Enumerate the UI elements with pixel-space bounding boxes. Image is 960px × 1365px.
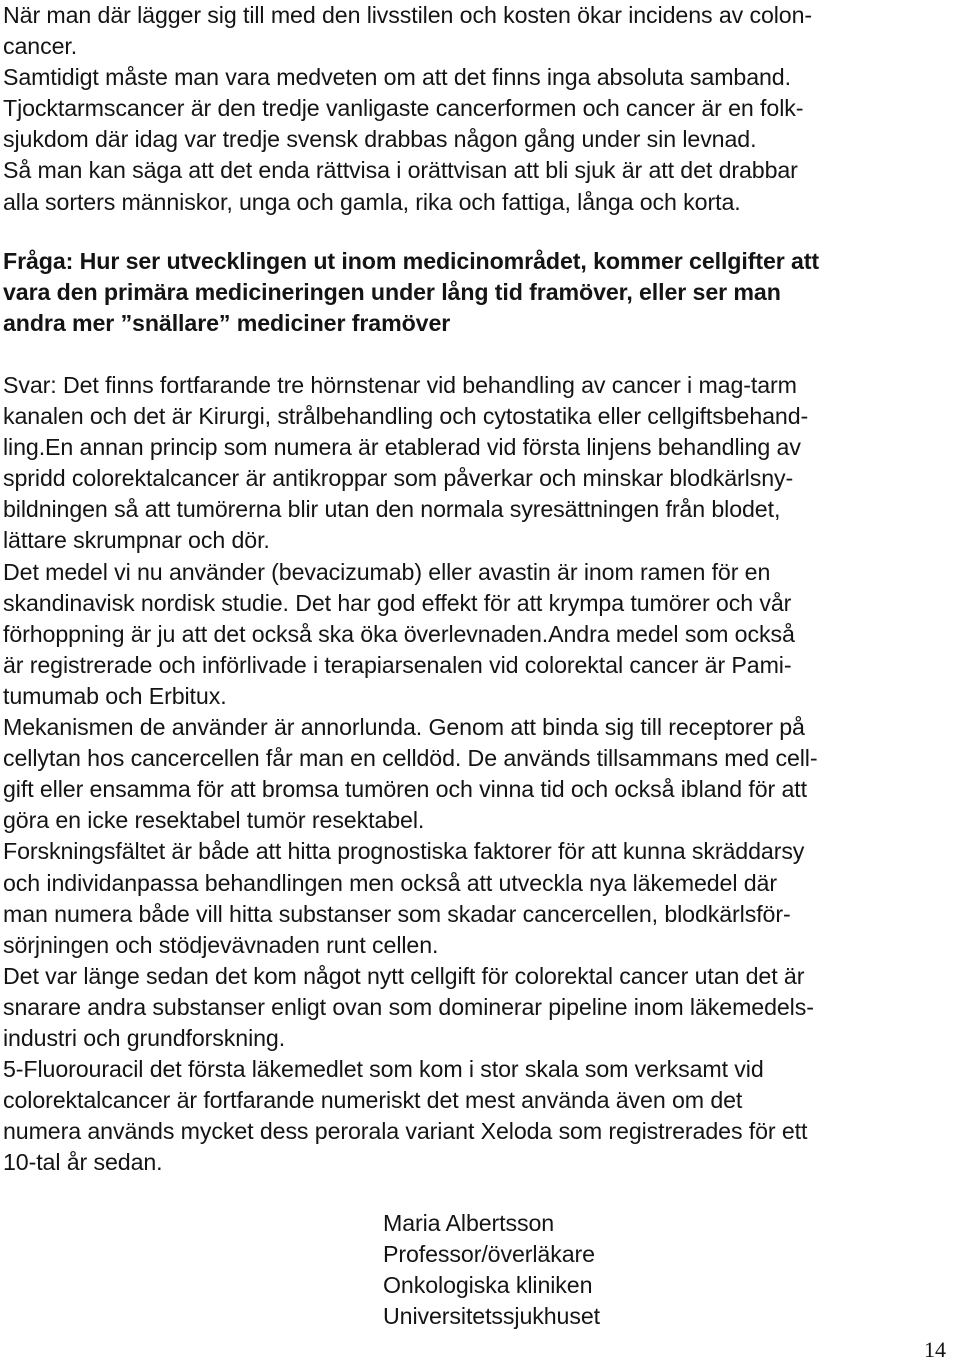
answer-line: och individanpassa behandlingen men också att utveckla nya läkemedel där: [3, 869, 777, 896]
answer-line: förhoppning är ju att det också ska öka överlevnaden.Andra medel som också: [3, 620, 795, 647]
author-hospital: Universitetssjukhuset: [383, 1303, 600, 1330]
text-line: Samtidigt måste man vara medveten om att det finns inga absoluta samband.: [3, 64, 791, 91]
signature-block: [383, 1208, 600, 1332]
text-line: sjukdom där idag var tredje svensk drabbas någon gång under sin levnad.: [3, 126, 757, 153]
author-name: Maria Albertsson: [383, 1210, 555, 1236]
answer-line: sörjningen och stödjevävnaden runt cellen.: [3, 931, 439, 958]
answer-line: 5-Fluorouracil det första läkemedlet som kom i stor skala som verksamt vid: [3, 1056, 764, 1083]
text-line: När man där lägger sig till med den livsstilen och kosten ökar incidens av colon-: [3, 2, 813, 28]
text-line: alla sorters människor, unga och gamla, rika och fattiga, långa och korta.: [3, 188, 741, 215]
answer-line: Forskningsfältet är både att hitta prognostiska faktorer för att kunna skräddarsy: [3, 838, 805, 865]
answer-line: bildningen så att tumörerna blir utan den normala syresättningen från blodet,: [3, 496, 781, 523]
page-number: 14: [924, 1337, 946, 1362]
answer-line: numera används mycket dess perorala variant Xeloda som registrerades för ett: [3, 1118, 808, 1145]
interview-question: [3, 246, 959, 339]
answer-line: spridd colorektalcancer är antikroppar som påverkar och minskar blodkärlsny-: [3, 465, 794, 492]
question-line: andra mer ”snällare” mediciner framöver: [3, 310, 451, 337]
answer-line: Det var länge sedan det kom något nytt cellgift för colorektal cancer utan det är: [3, 962, 805, 989]
answer-line: tumumab och Erbitux.: [3, 682, 227, 709]
answer-line: industri och grundforskning.: [3, 1024, 286, 1051]
text-line: Så man kan säga att det enda rättvisa i orättvisan att bli sjuk är att det drabbar: [3, 157, 798, 184]
answer-line: Det medel vi nu använder (bevacizumab) eller avastin är inom ramen för en: [3, 558, 771, 585]
text-line: Tjocktarmscancer är den tredje vanligaste cancerformen och cancer är en folk-: [3, 95, 804, 122]
answer-line: gift eller ensamma för att bromsa tumören och vinna tid och också ibland för att: [3, 776, 807, 803]
answer-line: man numera både vill hitta substanser som skadar cancercellen, blodkärlsför-: [3, 900, 791, 927]
author-department: Onkologiska kliniken: [383, 1272, 593, 1299]
answer-line: göra en icke resektabel tumör resektabel.: [3, 807, 425, 834]
answer-line: snarare andra substanser enligt ovan som dominerar pipeline inom läkemedels-: [3, 993, 814, 1020]
answer-line: colorektalcancer är fortfarande numeriskt det mest använda även om det: [3, 1087, 743, 1114]
answer-line: 10-tal år sedan.: [3, 1149, 163, 1176]
text-line: cancer.: [3, 33, 78, 60]
answer-line: cellytan hos cancercellen får man en celldöd. De används tillsammans med cell-: [3, 745, 818, 772]
answer-line: lättare skrumpnar och dör.: [3, 527, 270, 554]
answer-line: Mekanismen de använder är annorlunda. Genom att binda sig till receptorer på: [3, 714, 805, 741]
interview-answer: [3, 370, 959, 1178]
answer-line: ling.En annan princip som numera är etablerad vid första linjens behandling av: [3, 434, 801, 461]
answer-line: är registrerade och införlivade i terapiarsenalen vid colorektal cancer är Pami-: [3, 651, 792, 678]
question-line: Fråga: Hur ser utvecklingen ut inom medicinområdet, kommer cellgifter att: [3, 248, 820, 274]
author-title: Professor/överläkare: [383, 1241, 595, 1268]
question-line: vara den primära medicineringen under lång tid framöver, eller ser man: [3, 279, 781, 306]
answer-line: Svar: Det finns fortfarande tre hörnstenar vid behandling av cancer i mag-tarm: [3, 372, 797, 398]
answer-line: kanalen och det är Kirurgi, strålbehandling och cytostatika eller cellgiftsbehand-: [3, 403, 809, 430]
answer-line: skandinavisk nordisk studie. Det har god effekt för att krympa tumörer och vår: [3, 589, 792, 616]
intro-paragraph: [3, 0, 959, 218]
